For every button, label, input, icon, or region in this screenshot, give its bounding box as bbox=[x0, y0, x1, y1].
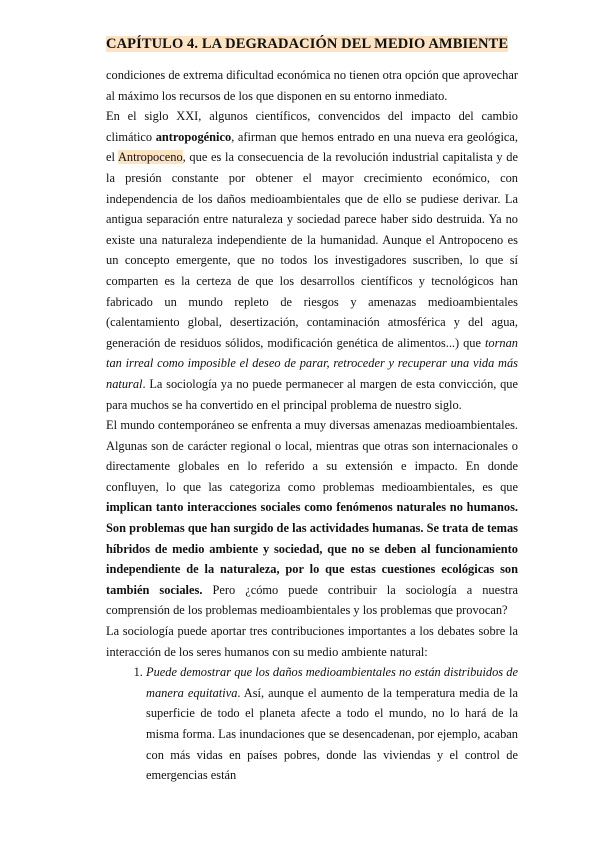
term-antropoceno: Antropoceno bbox=[117, 150, 183, 165]
text-run: . La sociología ya no puede permanecer al margen de esta convicción, que para muchos se ha convertido en el principal problema de nuestro siglo. bbox=[106, 376, 518, 412]
text-run: , afirman que hemos entrado en una nueva era geológica, el bbox=[106, 129, 518, 165]
chapter-title-text: CAPÍTULO 4. LA DEGRADACIÓN DEL MEDIO AMBIENTE bbox=[106, 36, 509, 52]
term-antropogenico: antropogénico bbox=[155, 129, 232, 144]
list-item bbox=[146, 662, 518, 786]
paragraph-contributions-intro: La sociología puede aportar tres contribuciones importantes a los debates sobre la interacción de los seres humanos con su medio ambiente natural: bbox=[106, 624, 518, 659]
emphasis-quote: tornan tan irreal como imposible el deseo de parar, retroceder y recuperar una vida más natural bbox=[106, 335, 518, 391]
paragraph-anthropocene bbox=[106, 106, 518, 415]
list-item-emphasis: Puede demostrar que los daños medioambientales no están distribuidos de manera equitativa bbox=[146, 665, 518, 700]
text-run: En el siglo XXI, algunos científicos, convencidos del impacto del cambio climático bbox=[106, 109, 518, 144]
text-run: , que es la consecuencia de la revolución industrial capitalista y de la presión constante por obtener el mayor crecimiento económico, con independencia de los daños medioambientales que de ello se pudiese derivar. La antigua separación entre naturaleza y sociedad parece haber sido destruida. Ya no existe una naturaleza independiente de la humanidad. Aunque el Antropoceno es un concepto emergente, que no todos los investigadores suscriben, lo que sí comparten es la certeza de que los desarrollos científicos y tecnológicos han fabricado un mundo repleto de riesgos y amenazas medioambientales (calentamiento global, desertización, contaminación atmosférica y del agua, generación de residuos sólidos, modificación genética de alimentos...) que bbox=[106, 150, 519, 350]
text-run: Pero ¿cómo puede contribuir la sociología a nuestra comprensión de los problemas medioambientales y los problemas que provocan? bbox=[106, 582, 518, 618]
paragraph-continuation: condiciones de extrema dificultad económica no tienen otra opción que aprovechar al máximo los recursos de los que disponen en su entorno inmediato. bbox=[106, 68, 518, 103]
list-item-text: . Así, aunque el aumento de la temperatura media de la superficie de todo el planeta afecte a todo el mundo, no lo hará de la misma forma. Las inundaciones que se desencadenan, por ejemplo, acaban con más vidas en países pobres, donde las viviendas y el control de emergencias están bbox=[146, 685, 518, 783]
bold-statement: implican tanto interacciones sociales como fenómenos naturales no humanos. Son problemas que han surgido de las actividades humanas. Se trata de temas híbridos de medio ambiente y sociedad, que no se deben al funcionamiento independiente de la naturaleza, por lo que estas cuestiones ecológicas son también sociales. bbox=[106, 500, 518, 597]
contributions-list bbox=[106, 662, 518, 786]
paragraph-threats bbox=[106, 415, 518, 621]
text-run: El mundo contemporáneo se enfrenta a muy diversas amenazas medioambientales. Algunas son de carácter regional o local, mientras que otras son internacionales o directamente globales en lo referido a su extensión e impacto. En donde confluyen, lo que las categoriza como problemas medioambientales, es que bbox=[106, 418, 518, 494]
chapter-title bbox=[106, 34, 518, 54]
body-text bbox=[106, 65, 518, 786]
